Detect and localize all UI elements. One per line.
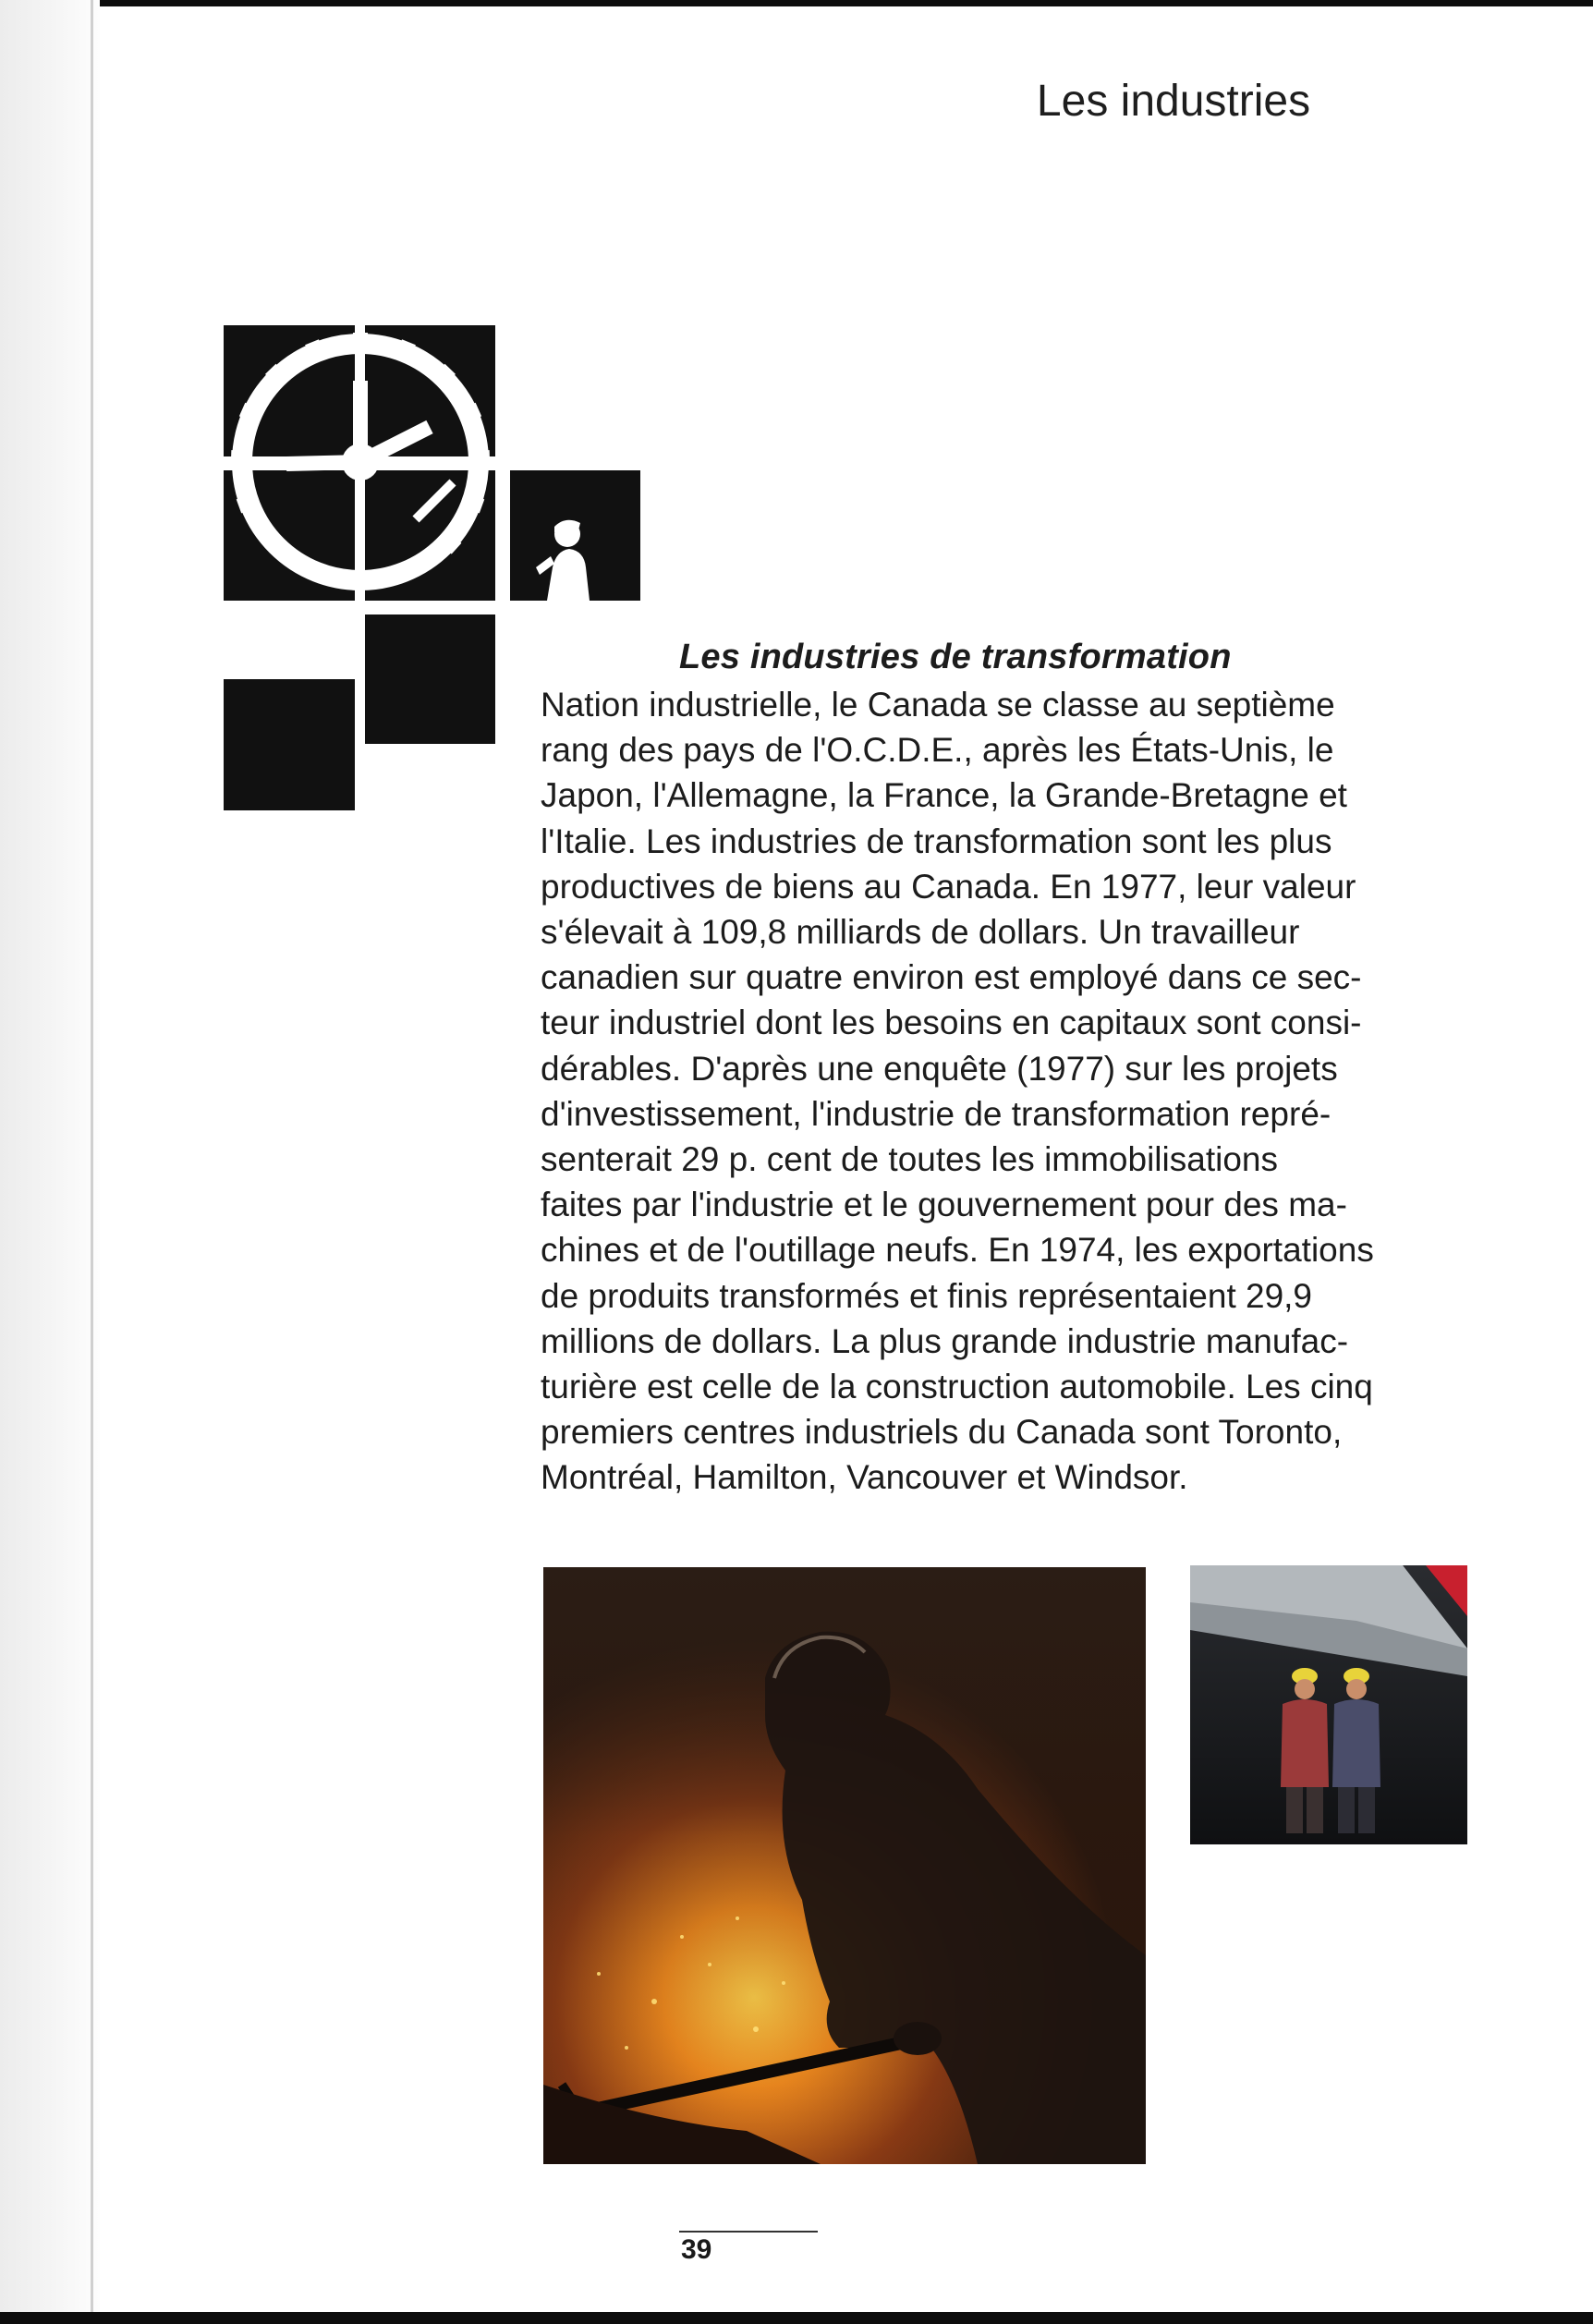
- body-paragraph: [541, 682, 1465, 1501]
- section-title: Les industries de transformation: [679, 638, 1232, 676]
- body-line: chines et de l'outillage neufs. En 1974, les exportations: [541, 1231, 1374, 1270]
- bottom-edge-band: [0, 2312, 1593, 2324]
- body-line: Japon, l'Allemagne, la France, la Grande-Bretagne et: [541, 776, 1347, 815]
- body-line: millions de dollars. La plus grande industrie manufac-: [541, 1321, 1349, 1360]
- body-line: Nation industrielle, le Canada se classe au septième: [541, 686, 1335, 724]
- body-line: d'investissement, l'industrie de transformation repré-: [541, 1094, 1332, 1133]
- body-line: premiers centres industriels du Canada sont Toronto,: [541, 1413, 1343, 1452]
- body-line: dérables. D'après une enquête (1977) sur les projets: [541, 1049, 1338, 1088]
- page-number-rule: [679, 2231, 818, 2233]
- body-line: de produits transformés et finis représentaient 29,9: [541, 1276, 1313, 1315]
- body-line: productives de biens au Canada. En 1977, leur valeur: [541, 867, 1356, 906]
- steelworker-photo: [543, 1567, 1146, 2164]
- top-edge-band: [0, 0, 1593, 6]
- body-line: faites par l'industrie et le gouvernement pour des ma-: [541, 1186, 1347, 1224]
- body-line: teur industriel dont les besoins en capitaux sont consi-: [541, 1004, 1362, 1042]
- body-line: Montréal, Hamilton, Vancouver et Windsor.: [541, 1458, 1188, 1497]
- body-line: canadien sur quatre environ est employé dans ce sec-: [541, 958, 1362, 997]
- page-spine-shadow: [0, 0, 100, 2324]
- body-line: turière est celle de la construction automobile. Les cinq: [541, 1368, 1373, 1406]
- body-line: rang des pays de l'O.C.D.E., après les États-Unis, le: [541, 731, 1334, 770]
- workers-hardhat-photo: [1190, 1565, 1467, 1844]
- page-header-title: Les industries: [1036, 77, 1311, 126]
- body-line: l'Italie. Les industries de transformation sont les plus: [541, 821, 1332, 860]
- spine-line: [91, 0, 93, 2324]
- body-line: s'élevait à 109,8 milliards de dollars. Un travailleur: [541, 913, 1300, 952]
- logo-block-bottom-left: [224, 679, 355, 810]
- logo-block-low-center: [365, 614, 495, 744]
- body-line: senterait 29 p. cent de toutes les immobilisations: [541, 1140, 1278, 1179]
- page-number: 39: [681, 2234, 712, 2265]
